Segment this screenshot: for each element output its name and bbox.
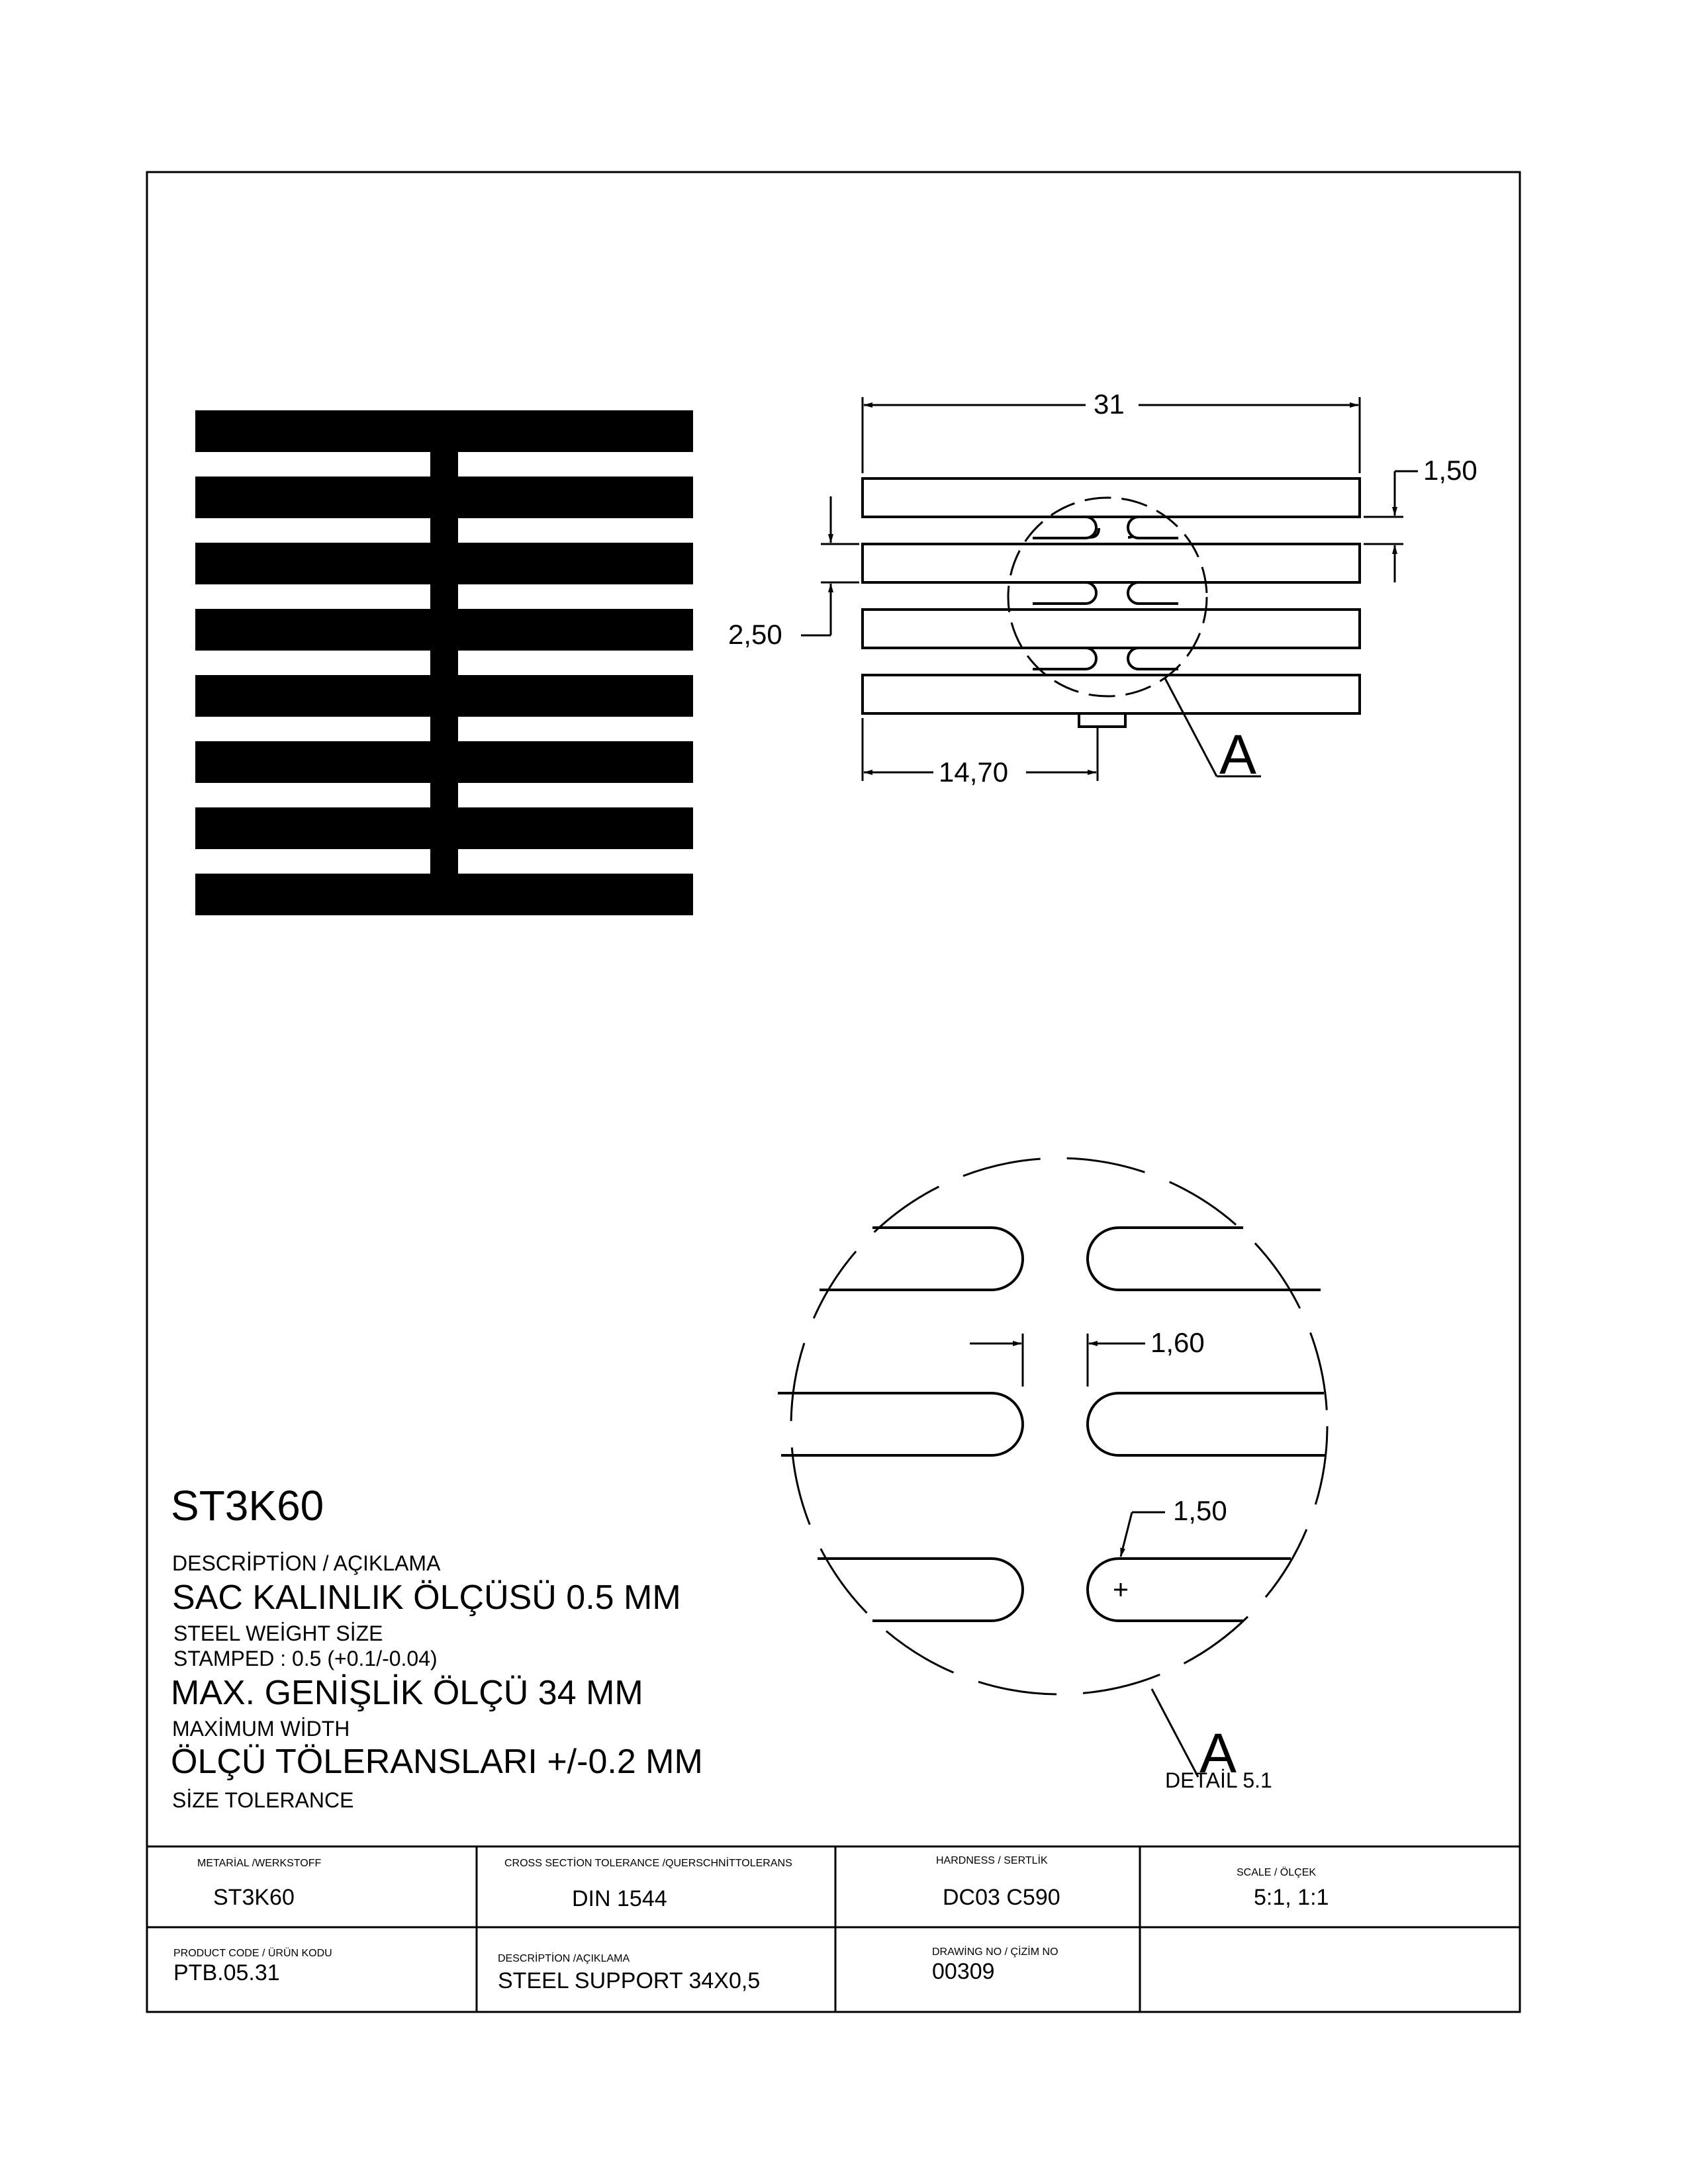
detail-label-bottom: A <box>1199 1722 1237 1784</box>
dim-160 <box>970 1334 1145 1387</box>
stamped-text: STAMPED : 0.5 (+0.1/-0.04) <box>173 1647 438 1670</box>
dim-160-label: 1,60 <box>1150 1327 1205 1358</box>
dim-31-label: 31 <box>1094 388 1125 420</box>
max-width-text: MAX. GENİŞLİK ÖLÇÜ 34 MM <box>171 1674 643 1712</box>
dim-1470-label: 14,70 <box>939 756 1009 788</box>
thickness-text: SAC KALINLIK ÖLÇÜSÜ 0.5 MM <box>172 1578 681 1617</box>
max-width-label: MAXİMUM WİDTH <box>172 1717 350 1741</box>
dim-150-top <box>1364 471 1418 582</box>
dim-250 <box>801 496 859 635</box>
weight-label: STEEL WEİGHT SİZE <box>173 1621 383 1645</box>
product-code-value: PTB.05.31 <box>173 1960 280 1985</box>
description-label: DESCRİPTİON / AÇIKLAMA <box>172 1551 441 1575</box>
product-code-label: PRODUCT CODE / ÜRÜN KODU <box>173 1948 332 1959</box>
hardness-label: HARDNESS / SERTLİK <box>936 1855 1048 1866</box>
slot-rounds <box>1033 517 1178 669</box>
detail-leader-top <box>1165 678 1217 776</box>
scale-value: 5:1, 1:1 <box>1254 1885 1329 1910</box>
scale-label: SCALE / ÖLÇEK <box>1237 1867 1317 1878</box>
tolerance-text: ÖLÇÜ TÖLERANSLARI +/-0.2 MM <box>171 1743 703 1781</box>
drawing-no-value: 00309 <box>932 1959 995 1984</box>
detail-slots <box>778 1228 1325 1621</box>
cross-tolerance-label: CROSS SECTİON TOLERANCE /QUERSCHNİTTOLERANS <box>504 1858 792 1869</box>
tolerance-label: SİZE TOLERANCE <box>172 1788 354 1812</box>
drawing-no-label: DRAWİNG NO / ÇİZİM NO <box>932 1946 1058 1958</box>
part-code: ST3K60 <box>171 1482 324 1529</box>
cross-tolerance-value: DIN 1544 <box>572 1886 667 1911</box>
dim-150-radius <box>1114 1512 1165 1596</box>
description-title-label: DESCRİPTİON /AÇIKLAMA <box>498 1953 630 1964</box>
hardness-value: DC03 C590 <box>943 1885 1060 1910</box>
part-outline-view <box>863 478 1360 727</box>
dim-150-top-label: 1,50 <box>1423 455 1477 486</box>
detail-leader <box>1152 1689 1198 1777</box>
detail-caption: DETAİL 5.1 <box>1165 1768 1272 1792</box>
dim-250-label: 2,50 <box>728 619 782 650</box>
part-solid-view <box>195 410 693 915</box>
description-title-value: STEEL SUPPORT 34X0,5 <box>498 1968 761 1993</box>
detail-circle <box>791 1158 1327 1694</box>
material-label: METARİAL /WERKSTOFF <box>197 1858 322 1869</box>
material-value: ST3K60 <box>213 1885 295 1910</box>
dim-150-radius-label: 1,50 <box>1173 1495 1227 1526</box>
detail-label-top: A <box>1219 723 1257 786</box>
